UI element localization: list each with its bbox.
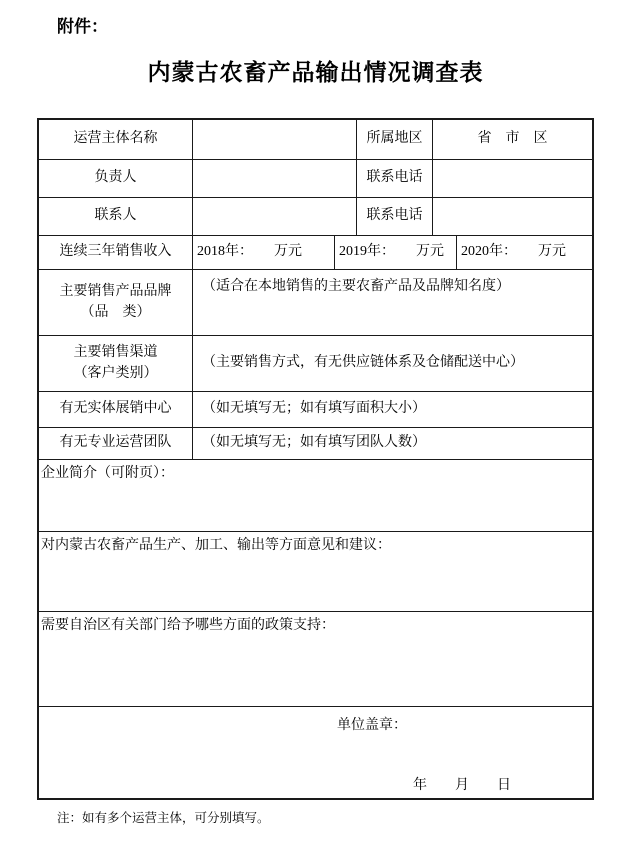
field-operation-team[interactable]: （如无填写无；如有填写团队人数）	[202, 435, 426, 451]
label-policy-support: 需要自治区有关部门给予哪些方面的政策支持：	[41, 618, 335, 633]
seal-label: 单位盖章：	[337, 718, 407, 733]
page-title: 内蒙古农畜产品输出情况调查表	[147, 59, 484, 85]
footnote: 注：如有多个运营主体，可分别填写。	[57, 811, 270, 825]
table-row-product-brand	[39, 270, 592, 336]
field-exhibition-center[interactable]: （如无填写无；如有填写面积大小）	[202, 401, 426, 417]
field-phone-2[interactable]	[433, 198, 592, 235]
label-exhibition-center: 有无实体展销中心	[39, 392, 193, 427]
field-phone-1[interactable]	[433, 160, 592, 197]
table-row-person-in-charge	[39, 160, 592, 198]
field-operator-name[interactable]	[193, 120, 357, 159]
table-row-sales-channel	[39, 336, 592, 392]
field-main-sales-channel[interactable]: （主要销售方式，有无供应链体系及仓储配送中心）	[202, 355, 524, 371]
table-row-revenue	[39, 236, 592, 270]
label-line-2: （客户类别）	[73, 365, 158, 381]
table-row-exhibition-center	[39, 392, 592, 428]
label-contact-person: 联系人	[39, 198, 193, 235]
label-person-in-charge: 负责人	[39, 160, 193, 197]
label-operation-team: 有无专业运营团队	[39, 428, 193, 459]
label-main-product-brand	[39, 270, 193, 335]
table-row-operator	[39, 120, 592, 160]
label-phone-1: 联系电话	[357, 160, 433, 197]
label-line-2: （品 类）	[80, 304, 151, 320]
section-policy-support[interactable]	[39, 612, 592, 707]
table-row-operation-team	[39, 428, 592, 460]
section-company-profile[interactable]	[39, 460, 592, 532]
label-suggestions: 对内蒙古农畜产品生产、加工、输出等方面意见和建议：	[41, 538, 391, 553]
label-three-year-revenue: 连续三年销售收入	[39, 236, 193, 269]
attachment-label: 附件：	[57, 17, 108, 36]
label-operator-name: 运营主体名称	[39, 120, 193, 159]
label-company-profile: 企业简介（可附页）：	[41, 466, 174, 481]
field-main-product-brand[interactable]: （适合在本地销售的主要农畜产品及品牌知名度）	[202, 279, 510, 294]
field-revenue-2019[interactable]: 2019年： 万元	[335, 236, 457, 269]
field-revenue-2018[interactable]: 2018年： 万元	[193, 236, 335, 269]
table-row-contact-person	[39, 198, 592, 236]
field-contact-person[interactable]	[193, 198, 357, 235]
label-phone-2: 联系电话	[357, 198, 433, 235]
field-revenue-2020[interactable]: 2020年： 万元	[461, 244, 566, 260]
label-region: 所属地区	[357, 120, 433, 159]
label-main-sales-channel	[39, 336, 193, 391]
survey-table	[37, 118, 594, 800]
field-person-in-charge[interactable]	[193, 160, 357, 197]
signature-row[interactable]	[39, 707, 592, 798]
section-suggestions[interactable]	[39, 532, 592, 612]
date-label: 年 月 日	[413, 778, 511, 793]
label-line-1: 主要销售渠道	[73, 345, 158, 361]
label-line-1: 主要销售产品品牌	[59, 284, 172, 300]
field-region[interactable]: 省 市 区	[477, 131, 548, 147]
